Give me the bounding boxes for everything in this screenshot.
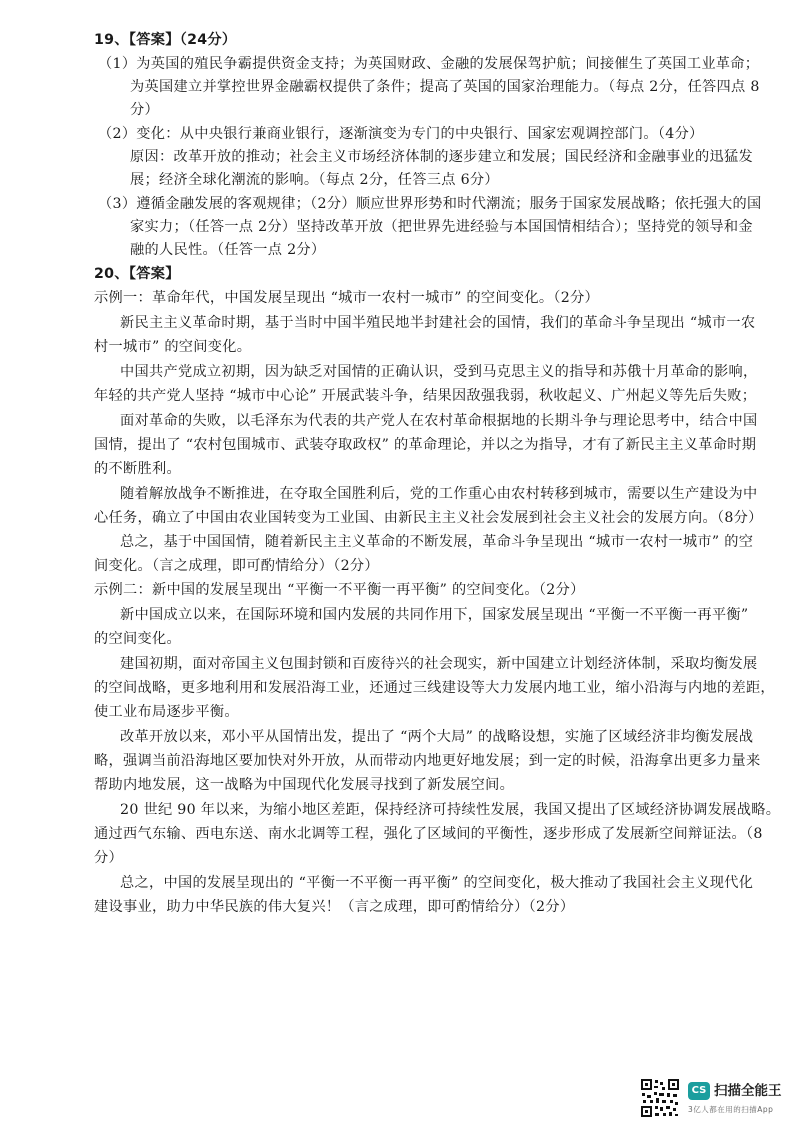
camscanner-logo-icon: CS — [688, 1082, 710, 1100]
q19-heading: 19、【答案】（24分） — [94, 32, 237, 48]
q20-ex2-p1-line1: 新中国成立以来，在国际环境和国内发展的共同作用下，国家发展呈现出 “平衡一不平衡一再平衡” — [120, 607, 749, 623]
q20-ex1-p5-line1: 总之，基于中国国情，随着新民主主义革命的不断发展，革命斗争呈现出 “城市一农村一城市” 的空 — [120, 534, 754, 550]
q19-part1-line2: 为英国建立并掌控世界金融霸权提供了条件；提高了英国的国家治理能力。（每点 2分，任答四点 8 — [130, 79, 760, 95]
q20-example2-title: 示例二：新中国的发展呈现出 “平衡一不平衡一再平衡” 的空间变化。（2分） — [94, 582, 585, 598]
qr-code-icon — [640, 1078, 680, 1118]
q20-ex2-p3-line2: 略，强调当前沿海地区要加快对外开放，从而带动内地更好地发展；到一定的时候，沿海拿出更多力量来 — [94, 753, 761, 769]
q20-ex2-p3-line1: 改革开放以来，邓小平从国情出发，提出了 “两个大局” 的战略设想，实施了区域经济非均衡发展战 — [120, 729, 754, 745]
q20-ex1-p2-line2: 年轻的共产党人坚持 “城市中心论” 开展武装斗争，结果因敌强我弱，秋收起义、广州起义等先后失败； — [94, 388, 757, 404]
scanner-app-name: 扫描全能王 — [714, 1083, 782, 1099]
q20-ex2-p3-line3: 帮助内地发展，这一战略为中国现代化发展寻找到了新发展空间。 — [94, 777, 515, 793]
scanner-tagline: 3亿人都在用的扫描App — [688, 1105, 774, 1114]
q20-ex2-p2-line2: 的空间战略，更多地利用和发展沿海工业，还通过三线建设等大力发展内地工业，缩小沿海与内地的差距， — [94, 680, 775, 696]
q19-part2-line3: 展；经济全球化潮流的影响。（每点 2分，任答三点 6分） — [130, 172, 499, 188]
q20-ex1-p1-line1: 新民主主义革命时期，基于当时中国半殖民地半封建社会的国情，我们的革命斗争呈现出 “城市一农 — [120, 315, 756, 331]
q20-example1-title: 示例一：革命年代，中国发展呈现出 “城市一农村一城市” 的空间变化。（2分） — [94, 290, 600, 306]
q20-ex2-p5-line2: 建设事业，助力中华民族的伟大复兴！（言之成理，即可酌情给分）（2分） — [94, 899, 575, 915]
q20-ex1-p3-line2: 国情，提出了 “农村包围城市、武装夺取政权” 的革命理论，并以之为指导，才有了新民主主义革命时期 — [94, 437, 757, 453]
q20-ex2-p5-line1: 总之，中国的发展呈现出的 “平衡一不平衡一再平衡” 的空间变化，极大推动了我国社会主义现代化 — [120, 875, 754, 891]
q19-part1-line3: 分） — [130, 102, 159, 118]
q20-ex2-p4-line2: 通过西气东输、西电东送、南水北调等工程，强化了区域间的平衡性，逐步形成了发展新空间辩证法。（8 — [94, 826, 763, 842]
q19-part3-line1: （3）遵循金融发展的客观规律；（2分）顺应世界形势和时代潮流；服务于国家发展战略；依托强大的国 — [98, 196, 762, 212]
q19-part2-line2: 原因：改革开放的推动；社会主义市场经济体制的逐步建立和发展；国民经济和金融事业的迅猛发 — [130, 149, 753, 165]
q20-ex2-p2-line1: 建国初期，面对帝国主义包围封锁和百废待兴的社会现实，新中国建立计划经济体制，采取均衡发展 — [120, 656, 758, 672]
q20-ex2-p2-line3: 使工业布局逐步平衡。 — [94, 704, 239, 720]
q20-ex1-p4-line1: 随着解放战争不断推进，在夺取全国胜利后，党的工作重心由农村转移到城市，需要以生产建设为中 — [120, 486, 758, 502]
q19-part1-line1: （1）为英国的殖民争霸提供资金支持；为英国财政、金融的发展保驾护航；间接催生了英国工业革命； — [98, 56, 760, 72]
q20-heading: 20、【答案】 — [94, 266, 180, 282]
q19-part3-line2: 家实力；（任答一点 2分）坚持改革开放（把世界先进经验与本国国情相结合）；坚持党的领导和金 — [130, 219, 753, 235]
scanner-watermark — [640, 1078, 790, 1122]
q20-ex1-p3-line1: 面对革命的失败，以毛泽东为代表的共产党人在农村革命根据地的长期斗争与理论思考中，结合中国 — [120, 413, 758, 429]
q20-ex1-p1-line2: 村一城市” 的空间变化。 — [94, 339, 252, 355]
q20-ex1-p5-line2: 间变化。（言之成理，即可酌情给分）（2分） — [94, 558, 379, 574]
q20-ex2-p1-line2: 的空间变化。 — [94, 631, 181, 647]
q20-ex1-p2-line1: 中国共产党成立初期，因为缺乏对国情的正确认识，受到马克思主义的指导和苏俄十月革命的影响， — [120, 364, 758, 380]
q19-part3-line3: 融的人民性。（任答一点 2分） — [130, 242, 326, 258]
q19-part2-line1: （2）变化：从中央银行兼商业银行，逐渐演变为专门的中央银行、国家宏观调控部门。（4分） — [98, 126, 704, 142]
q20-ex1-p3-line3: 的不断胜利。 — [94, 461, 181, 477]
q20-ex2-p4-line1: 20 世纪 90 年以来，为缩小地区差距，保持经济可持续性发展，我国又提出了区域经济协调发展战略。 — [120, 802, 781, 818]
q20-ex1-p4-line2: 心任务，确立了中国由农业国转变为工业国、由新民主主义社会发展到社会主义社会的发展方向。（8分） — [94, 510, 763, 526]
q20-ex2-p4-line3: 分） — [94, 850, 123, 866]
